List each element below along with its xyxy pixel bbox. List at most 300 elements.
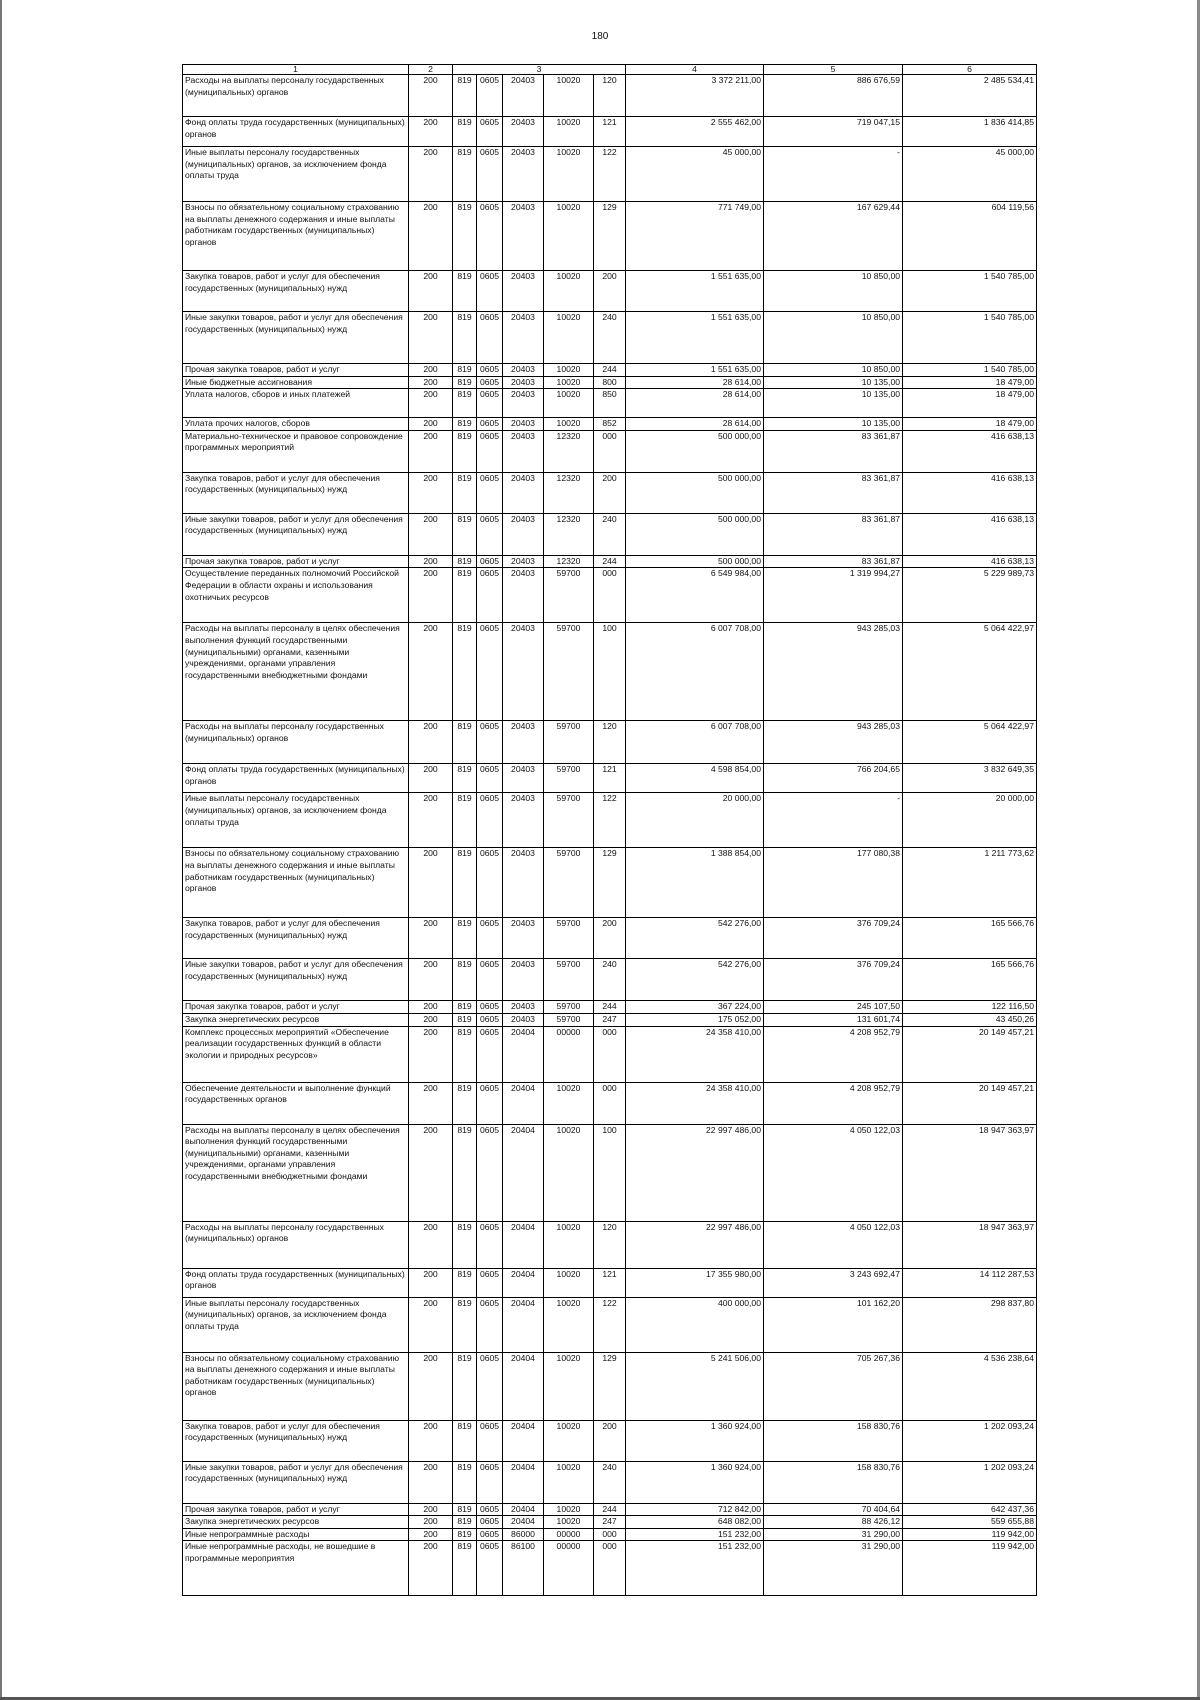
row-amount-col6: 18 947 363,97 (903, 1124, 1037, 1221)
row-amount-col6: 1 211 773,62 (903, 848, 1037, 918)
row-code-program: 20404 (503, 1352, 544, 1420)
row-amount-col4: 28 614,00 (626, 389, 764, 418)
row-name: Закупка товаров, работ и услуг для обеспечения государственных (муниципальных) нужд (183, 472, 409, 513)
row-code-section: 0605 (477, 1528, 503, 1541)
row-code-section: 0605 (477, 1420, 503, 1461)
row-code-grbs: 819 (453, 1001, 477, 1014)
row-col2: 200 (409, 117, 453, 147)
row-amount-col5: 88 426,12 (764, 1516, 903, 1529)
row-col2: 200 (409, 472, 453, 513)
row-amount-col6: 3 832 649,35 (903, 764, 1037, 793)
row-amount-col5: 10 135,00 (764, 389, 903, 418)
row-code-program: 86100 (503, 1541, 544, 1596)
row-col2: 200 (409, 764, 453, 793)
row-amount-col5: 167 629,44 (764, 202, 903, 271)
row-code-vr: 121 (594, 117, 626, 147)
budget-table (182, 64, 1037, 1596)
row-amount-col4: 1 360 924,00 (626, 1420, 764, 1461)
row-amount-col5: 943 285,03 (764, 623, 903, 721)
row-code-grbs: 819 (453, 721, 477, 764)
row-code-direction: 00000 (544, 1026, 594, 1082)
row-code-direction: 10020 (544, 364, 594, 377)
scan-left-edge (0, 0, 2, 1700)
row-name: Прочая закупка товаров, работ и услуг (183, 555, 409, 568)
row-amount-col4: 648 082,00 (626, 1516, 764, 1529)
row-code-section: 0605 (477, 1001, 503, 1014)
row-code-vr: 129 (594, 1352, 626, 1420)
row-name: Иные выплаты персоналу государственных (муниципальных) органов, за исключением фонда оплаты труда (183, 1297, 409, 1352)
row-code-vr: 122 (594, 147, 626, 202)
row-code-program: 20404 (503, 1026, 544, 1082)
row-col2: 200 (409, 555, 453, 568)
table-row (183, 918, 1037, 959)
row-code-program: 86000 (503, 1528, 544, 1541)
row-col2: 200 (409, 1013, 453, 1026)
row-amount-col4: 151 232,00 (626, 1541, 764, 1596)
row-code-vr: 121 (594, 1268, 626, 1297)
row-amount-col6: 18 479,00 (903, 418, 1037, 431)
row-amount-col6: 4 536 238,64 (903, 1352, 1037, 1420)
row-code-program: 20404 (503, 1420, 544, 1461)
row-code-grbs: 819 (453, 1082, 477, 1124)
row-code-program: 20403 (503, 312, 544, 364)
row-code-program: 20403 (503, 568, 544, 623)
row-amount-col5: 1 319 994,27 (764, 568, 903, 623)
row-amount-col5: 83 361,87 (764, 430, 903, 472)
row-amount-col6: 165 566,76 (903, 959, 1037, 1001)
row-amount-col5: 131 601,74 (764, 1013, 903, 1026)
row-code-vr: 129 (594, 202, 626, 271)
header-col-6: 6 (903, 65, 1037, 75)
row-code-direction: 59700 (544, 1001, 594, 1014)
table-row (183, 430, 1037, 472)
table-row (183, 418, 1037, 431)
row-amount-col5: 10 135,00 (764, 376, 903, 389)
row-amount-col6: 20 000,00 (903, 793, 1037, 848)
row-code-program: 20403 (503, 555, 544, 568)
table-row (183, 1124, 1037, 1221)
row-amount-col6: 1 540 785,00 (903, 364, 1037, 377)
row-code-direction: 59700 (544, 959, 594, 1001)
row-amount-col5: 10 850,00 (764, 364, 903, 377)
table-row (183, 147, 1037, 202)
row-amount-col4: 22 997 486,00 (626, 1124, 764, 1221)
row-code-section: 0605 (477, 1297, 503, 1352)
row-code-direction: 59700 (544, 918, 594, 959)
row-code-grbs: 819 (453, 848, 477, 918)
row-amount-col5: 101 162,20 (764, 1297, 903, 1352)
row-code-direction: 10020 (544, 1461, 594, 1503)
row-name: Иные выплаты персоналу государственных (муниципальных) органов, за исключением фонда оплаты труда (183, 793, 409, 848)
row-code-vr: 850 (594, 389, 626, 418)
row-amount-col6: 45 000,00 (903, 147, 1037, 202)
row-amount-col4: 6 007 708,00 (626, 623, 764, 721)
table-row (183, 1420, 1037, 1461)
table-row (183, 202, 1037, 271)
table-row (183, 1221, 1037, 1268)
row-code-direction: 10020 (544, 1420, 594, 1461)
row-name: Расходы на выплаты персоналу государственных (муниципальных) органов (183, 721, 409, 764)
row-code-vr: 000 (594, 1026, 626, 1082)
row-col2: 200 (409, 1221, 453, 1268)
row-code-program: 20403 (503, 418, 544, 431)
row-name: Уплата прочих налогов, сборов (183, 418, 409, 431)
row-name: Закупка товаров, работ и услуг для обеспечения государственных (муниципальных) нужд (183, 918, 409, 959)
row-amount-col6: 5 229 989,73 (903, 568, 1037, 623)
row-code-program: 20403 (503, 918, 544, 959)
row-amount-col4: 542 276,00 (626, 959, 764, 1001)
row-amount-col5: 376 709,24 (764, 959, 903, 1001)
row-code-direction: 00000 (544, 1541, 594, 1596)
table-row (183, 959, 1037, 1001)
row-code-grbs: 819 (453, 364, 477, 377)
table-row (183, 1082, 1037, 1124)
row-code-section: 0605 (477, 623, 503, 721)
row-amount-col5: 766 204,65 (764, 764, 903, 793)
table-row (183, 376, 1037, 389)
row-code-program: 20404 (503, 1297, 544, 1352)
row-code-grbs: 819 (453, 271, 477, 312)
row-col2: 200 (409, 389, 453, 418)
row-amount-col5: - (764, 793, 903, 848)
row-amount-col5: 4 208 952,79 (764, 1026, 903, 1082)
row-code-section: 0605 (477, 513, 503, 555)
row-name: Расходы на выплаты персоналу государственных (муниципальных) органов (183, 75, 409, 117)
row-code-section: 0605 (477, 1503, 503, 1516)
row-amount-col6: 1 540 785,00 (903, 312, 1037, 364)
row-code-section: 0605 (477, 1268, 503, 1297)
row-code-program: 20404 (503, 1503, 544, 1516)
row-code-section: 0605 (477, 764, 503, 793)
row-code-grbs: 819 (453, 117, 477, 147)
row-code-grbs: 819 (453, 959, 477, 1001)
row-code-vr: 200 (594, 271, 626, 312)
row-code-program: 20403 (503, 623, 544, 721)
row-code-vr: 200 (594, 472, 626, 513)
row-amount-col4: 500 000,00 (626, 513, 764, 555)
row-amount-col6: 5 064 422,97 (903, 623, 1037, 721)
row-amount-col4: 367 224,00 (626, 1001, 764, 1014)
row-code-grbs: 819 (453, 1026, 477, 1082)
row-amount-col6: 416 638,13 (903, 555, 1037, 568)
row-code-section: 0605 (477, 848, 503, 918)
header-col-4: 4 (626, 65, 764, 75)
row-code-section: 0605 (477, 1013, 503, 1026)
row-code-vr: 244 (594, 364, 626, 377)
row-code-program: 20403 (503, 430, 544, 472)
row-code-section: 0605 (477, 1461, 503, 1503)
row-code-section: 0605 (477, 312, 503, 364)
row-code-direction: 12320 (544, 513, 594, 555)
row-col2: 200 (409, 793, 453, 848)
row-amount-col4: 24 358 410,00 (626, 1026, 764, 1082)
row-code-program: 20403 (503, 364, 544, 377)
row-name: Прочая закупка товаров, работ и услуг (183, 1503, 409, 1516)
table-row (183, 764, 1037, 793)
row-amount-col5: 83 361,87 (764, 555, 903, 568)
table-row (183, 117, 1037, 147)
row-amount-col6: 2 485 534,41 (903, 75, 1037, 117)
row-amount-col5: 719 047,15 (764, 117, 903, 147)
table-row (183, 364, 1037, 377)
row-code-direction: 59700 (544, 793, 594, 848)
row-amount-col6: 14 112 287,53 (903, 1268, 1037, 1297)
row-code-program: 20403 (503, 202, 544, 271)
row-code-grbs: 819 (453, 918, 477, 959)
row-amount-col6: 119 942,00 (903, 1528, 1037, 1541)
row-name: Взносы по обязательному социальному страхованию на выплаты денежного содержания и иные выплаты работникам государственных (муниципальных) органов (183, 848, 409, 918)
row-amount-col4: 17 355 980,00 (626, 1268, 764, 1297)
row-code-section: 0605 (477, 376, 503, 389)
table-row (183, 1268, 1037, 1297)
row-name: Взносы по обязательному социальному страхованию на выплаты денежного содержания и иные выплаты работникам государственных (муниципальных) органов (183, 202, 409, 271)
row-code-section: 0605 (477, 147, 503, 202)
row-name: Закупка энергетических ресурсов (183, 1516, 409, 1529)
row-name: Закупка энергетических ресурсов (183, 1013, 409, 1026)
row-name: Обеспечение деятельности и выполнение функций государственных органов (183, 1082, 409, 1124)
row-code-vr: 240 (594, 959, 626, 1001)
row-code-grbs: 819 (453, 430, 477, 472)
row-col2: 200 (409, 1516, 453, 1529)
row-code-section: 0605 (477, 1352, 503, 1420)
table-row (183, 1352, 1037, 1420)
row-code-direction: 10020 (544, 1297, 594, 1352)
table-row (183, 1297, 1037, 1352)
row-code-section: 0605 (477, 472, 503, 513)
table-row (183, 1503, 1037, 1516)
row-col2: 200 (409, 848, 453, 918)
page-number: 180 (591, 31, 609, 42)
table-row (183, 513, 1037, 555)
table-row (183, 555, 1037, 568)
row-col2: 200 (409, 1503, 453, 1516)
table-row (183, 721, 1037, 764)
row-code-direction: 10020 (544, 271, 594, 312)
row-code-program: 20403 (503, 117, 544, 147)
row-col2: 200 (409, 1124, 453, 1221)
row-code-grbs: 819 (453, 1541, 477, 1596)
row-code-program: 20403 (503, 1001, 544, 1014)
row-amount-col6: 20 149 457,21 (903, 1082, 1037, 1124)
row-name: Иные выплаты персоналу государственных (муниципальных) органов, за исключением фонда оплаты труда (183, 147, 409, 202)
row-code-section: 0605 (477, 1026, 503, 1082)
row-code-grbs: 819 (453, 1124, 477, 1221)
row-code-direction: 10020 (544, 147, 594, 202)
row-amount-col4: 20 000,00 (626, 793, 764, 848)
row-amount-col6: 18 947 363,97 (903, 1221, 1037, 1268)
row-code-grbs: 819 (453, 1221, 477, 1268)
row-code-vr: 129 (594, 848, 626, 918)
row-amount-col6: 1 540 785,00 (903, 271, 1037, 312)
table-row (183, 1013, 1037, 1026)
row-col2: 200 (409, 568, 453, 623)
row-code-vr: 000 (594, 430, 626, 472)
table-row (183, 312, 1037, 364)
row-code-section: 0605 (477, 793, 503, 848)
row-amount-col5: 886 676,59 (764, 75, 903, 117)
table-row (183, 1541, 1037, 1596)
table-row (183, 623, 1037, 721)
row-code-direction: 59700 (544, 848, 594, 918)
row-code-program: 20404 (503, 1221, 544, 1268)
row-name: Иные бюджетные ассигнования (183, 376, 409, 389)
row-code-direction: 10020 (544, 376, 594, 389)
header-col-1: 1 (183, 65, 409, 75)
row-col2: 200 (409, 147, 453, 202)
row-amount-col4: 1 551 635,00 (626, 312, 764, 364)
row-amount-col5: 4 050 122,03 (764, 1124, 903, 1221)
row-code-vr: 100 (594, 623, 626, 721)
row-code-vr: 240 (594, 312, 626, 364)
row-code-grbs: 819 (453, 389, 477, 418)
row-code-grbs: 819 (453, 472, 477, 513)
row-code-section: 0605 (477, 271, 503, 312)
row-code-vr: 852 (594, 418, 626, 431)
row-amount-col5: 83 361,87 (764, 513, 903, 555)
row-name: Иные закупки товаров, работ и услуг для обеспечения государственных (муниципальных) нужд (183, 1461, 409, 1503)
row-amount-col4: 1 551 635,00 (626, 364, 764, 377)
row-code-vr: 121 (594, 764, 626, 793)
row-code-program: 20404 (503, 1082, 544, 1124)
row-code-section: 0605 (477, 117, 503, 147)
row-name: Расходы на выплаты персоналу в целях обеспечения выполнения функций государственными (муниципальными) органами, казенными учреждениями, органами управления государственными внебюджетными фондами (183, 623, 409, 721)
row-amount-col4: 24 358 410,00 (626, 1082, 764, 1124)
table-row (183, 75, 1037, 117)
row-name: Прочая закупка товаров, работ и услуг (183, 1001, 409, 1014)
row-code-direction: 10020 (544, 1352, 594, 1420)
row-code-program: 20403 (503, 513, 544, 555)
row-amount-col5: 31 290,00 (764, 1541, 903, 1596)
row-amount-col6: 43 450,26 (903, 1013, 1037, 1026)
row-col2: 200 (409, 721, 453, 764)
row-code-program: 20404 (503, 1124, 544, 1221)
row-amount-col4: 22 997 486,00 (626, 1221, 764, 1268)
row-col2: 200 (409, 1352, 453, 1420)
row-code-grbs: 819 (453, 1461, 477, 1503)
row-code-vr: 200 (594, 918, 626, 959)
row-amount-col5: 376 709,24 (764, 918, 903, 959)
row-code-section: 0605 (477, 568, 503, 623)
row-code-direction: 12320 (544, 472, 594, 513)
row-col2: 200 (409, 918, 453, 959)
row-amount-col4: 45 000,00 (626, 147, 764, 202)
row-amount-col5: 4 208 952,79 (764, 1082, 903, 1124)
row-code-section: 0605 (477, 555, 503, 568)
row-amount-col4: 6 007 708,00 (626, 721, 764, 764)
row-code-direction: 10020 (544, 389, 594, 418)
row-amount-col4: 1 551 635,00 (626, 271, 764, 312)
row-code-direction: 10020 (544, 1082, 594, 1124)
table-row (183, 472, 1037, 513)
row-code-grbs: 819 (453, 568, 477, 623)
row-col2: 200 (409, 1541, 453, 1596)
row-code-direction: 10020 (544, 1124, 594, 1221)
row-name: Расходы на выплаты персоналу в целях обеспечения выполнения функций государственными (муниципальными) органами, казенными учреждениями, органами управления государственными внебюджетными фондами (183, 1124, 409, 1221)
row-amount-col5: 31 290,00 (764, 1528, 903, 1541)
row-code-direction: 59700 (544, 764, 594, 793)
row-col2: 200 (409, 1001, 453, 1014)
row-code-grbs: 819 (453, 623, 477, 721)
row-code-grbs: 819 (453, 376, 477, 389)
row-amount-col4: 5 241 506,00 (626, 1352, 764, 1420)
row-name: Иные непрограммные расходы, не вошедшие в программные мероприятия (183, 1541, 409, 1596)
row-col2: 200 (409, 364, 453, 377)
row-amount-col4: 712 842,00 (626, 1503, 764, 1516)
row-code-grbs: 819 (453, 1268, 477, 1297)
row-code-vr: 244 (594, 555, 626, 568)
row-name: Фонд оплаты труда государственных (муниципальных) органов (183, 1268, 409, 1297)
row-code-vr: 200 (594, 1420, 626, 1461)
row-name: Материально-техническое и правовое сопровождение программных мероприятий (183, 430, 409, 472)
row-amount-col5: 70 404,64 (764, 1503, 903, 1516)
row-code-section: 0605 (477, 918, 503, 959)
row-col2: 200 (409, 376, 453, 389)
row-code-program: 20403 (503, 376, 544, 389)
row-code-program: 20404 (503, 1268, 544, 1297)
row-amount-col6: 298 837,80 (903, 1297, 1037, 1352)
row-code-vr: 240 (594, 513, 626, 555)
row-amount-col4: 500 000,00 (626, 430, 764, 472)
row-code-program: 20403 (503, 848, 544, 918)
row-amount-col4: 771 749,00 (626, 202, 764, 271)
table-row (183, 1001, 1037, 1014)
row-code-vr: 100 (594, 1124, 626, 1221)
table-row (183, 389, 1037, 418)
row-name: Закупка товаров, работ и услуг для обеспечения государственных (муниципальных) нужд (183, 271, 409, 312)
row-name: Иные закупки товаров, работ и услуг для обеспечения государственных (муниципальных) нужд (183, 513, 409, 555)
row-code-grbs: 819 (453, 555, 477, 568)
row-amount-col4: 3 372 211,00 (626, 75, 764, 117)
row-amount-col6: 165 566,76 (903, 918, 1037, 959)
row-code-section: 0605 (477, 721, 503, 764)
row-code-grbs: 819 (453, 1352, 477, 1420)
row-amount-col5: 158 830,76 (764, 1420, 903, 1461)
row-code-direction: 10020 (544, 75, 594, 117)
table-row (183, 848, 1037, 918)
row-code-section: 0605 (477, 1541, 503, 1596)
row-col2: 200 (409, 312, 453, 364)
row-code-vr: 247 (594, 1013, 626, 1026)
row-amount-col5: 10 850,00 (764, 271, 903, 312)
row-code-direction: 59700 (544, 568, 594, 623)
row-amount-col6: 559 655,88 (903, 1516, 1037, 1529)
row-code-grbs: 819 (453, 418, 477, 431)
row-name: Уплата налогов, сборов и иных платежей (183, 389, 409, 418)
row-amount-col5: 705 267,36 (764, 1352, 903, 1420)
row-code-section: 0605 (477, 1221, 503, 1268)
row-code-grbs: 819 (453, 1528, 477, 1541)
row-code-section: 0605 (477, 364, 503, 377)
row-col2: 200 (409, 1268, 453, 1297)
row-amount-col5: 177 080,38 (764, 848, 903, 918)
row-name: Закупка товаров, работ и услуг для обеспечения государственных (муниципальных) нужд (183, 1420, 409, 1461)
row-code-direction: 12320 (544, 555, 594, 568)
row-amount-col5: 4 050 122,03 (764, 1221, 903, 1268)
row-col2: 200 (409, 1420, 453, 1461)
row-code-vr: 240 (594, 1461, 626, 1503)
row-code-grbs: 819 (453, 793, 477, 848)
row-name: Прочая закупка товаров, работ и услуг (183, 364, 409, 377)
row-name: Иные закупки товаров, работ и услуг для обеспечения государственных (муниципальных) нужд (183, 312, 409, 364)
row-name: Иные закупки товаров, работ и услуг для обеспечения государственных (муниципальных) нужд (183, 959, 409, 1001)
row-name: Фонд оплаты труда государственных (муниципальных) органов (183, 764, 409, 793)
row-name: Расходы на выплаты персоналу государственных (муниципальных) органов (183, 1221, 409, 1268)
row-code-program: 20403 (503, 147, 544, 202)
row-col2: 200 (409, 1026, 453, 1082)
row-col2: 200 (409, 75, 453, 117)
row-code-direction: 10020 (544, 202, 594, 271)
row-code-vr: 247 (594, 1516, 626, 1529)
